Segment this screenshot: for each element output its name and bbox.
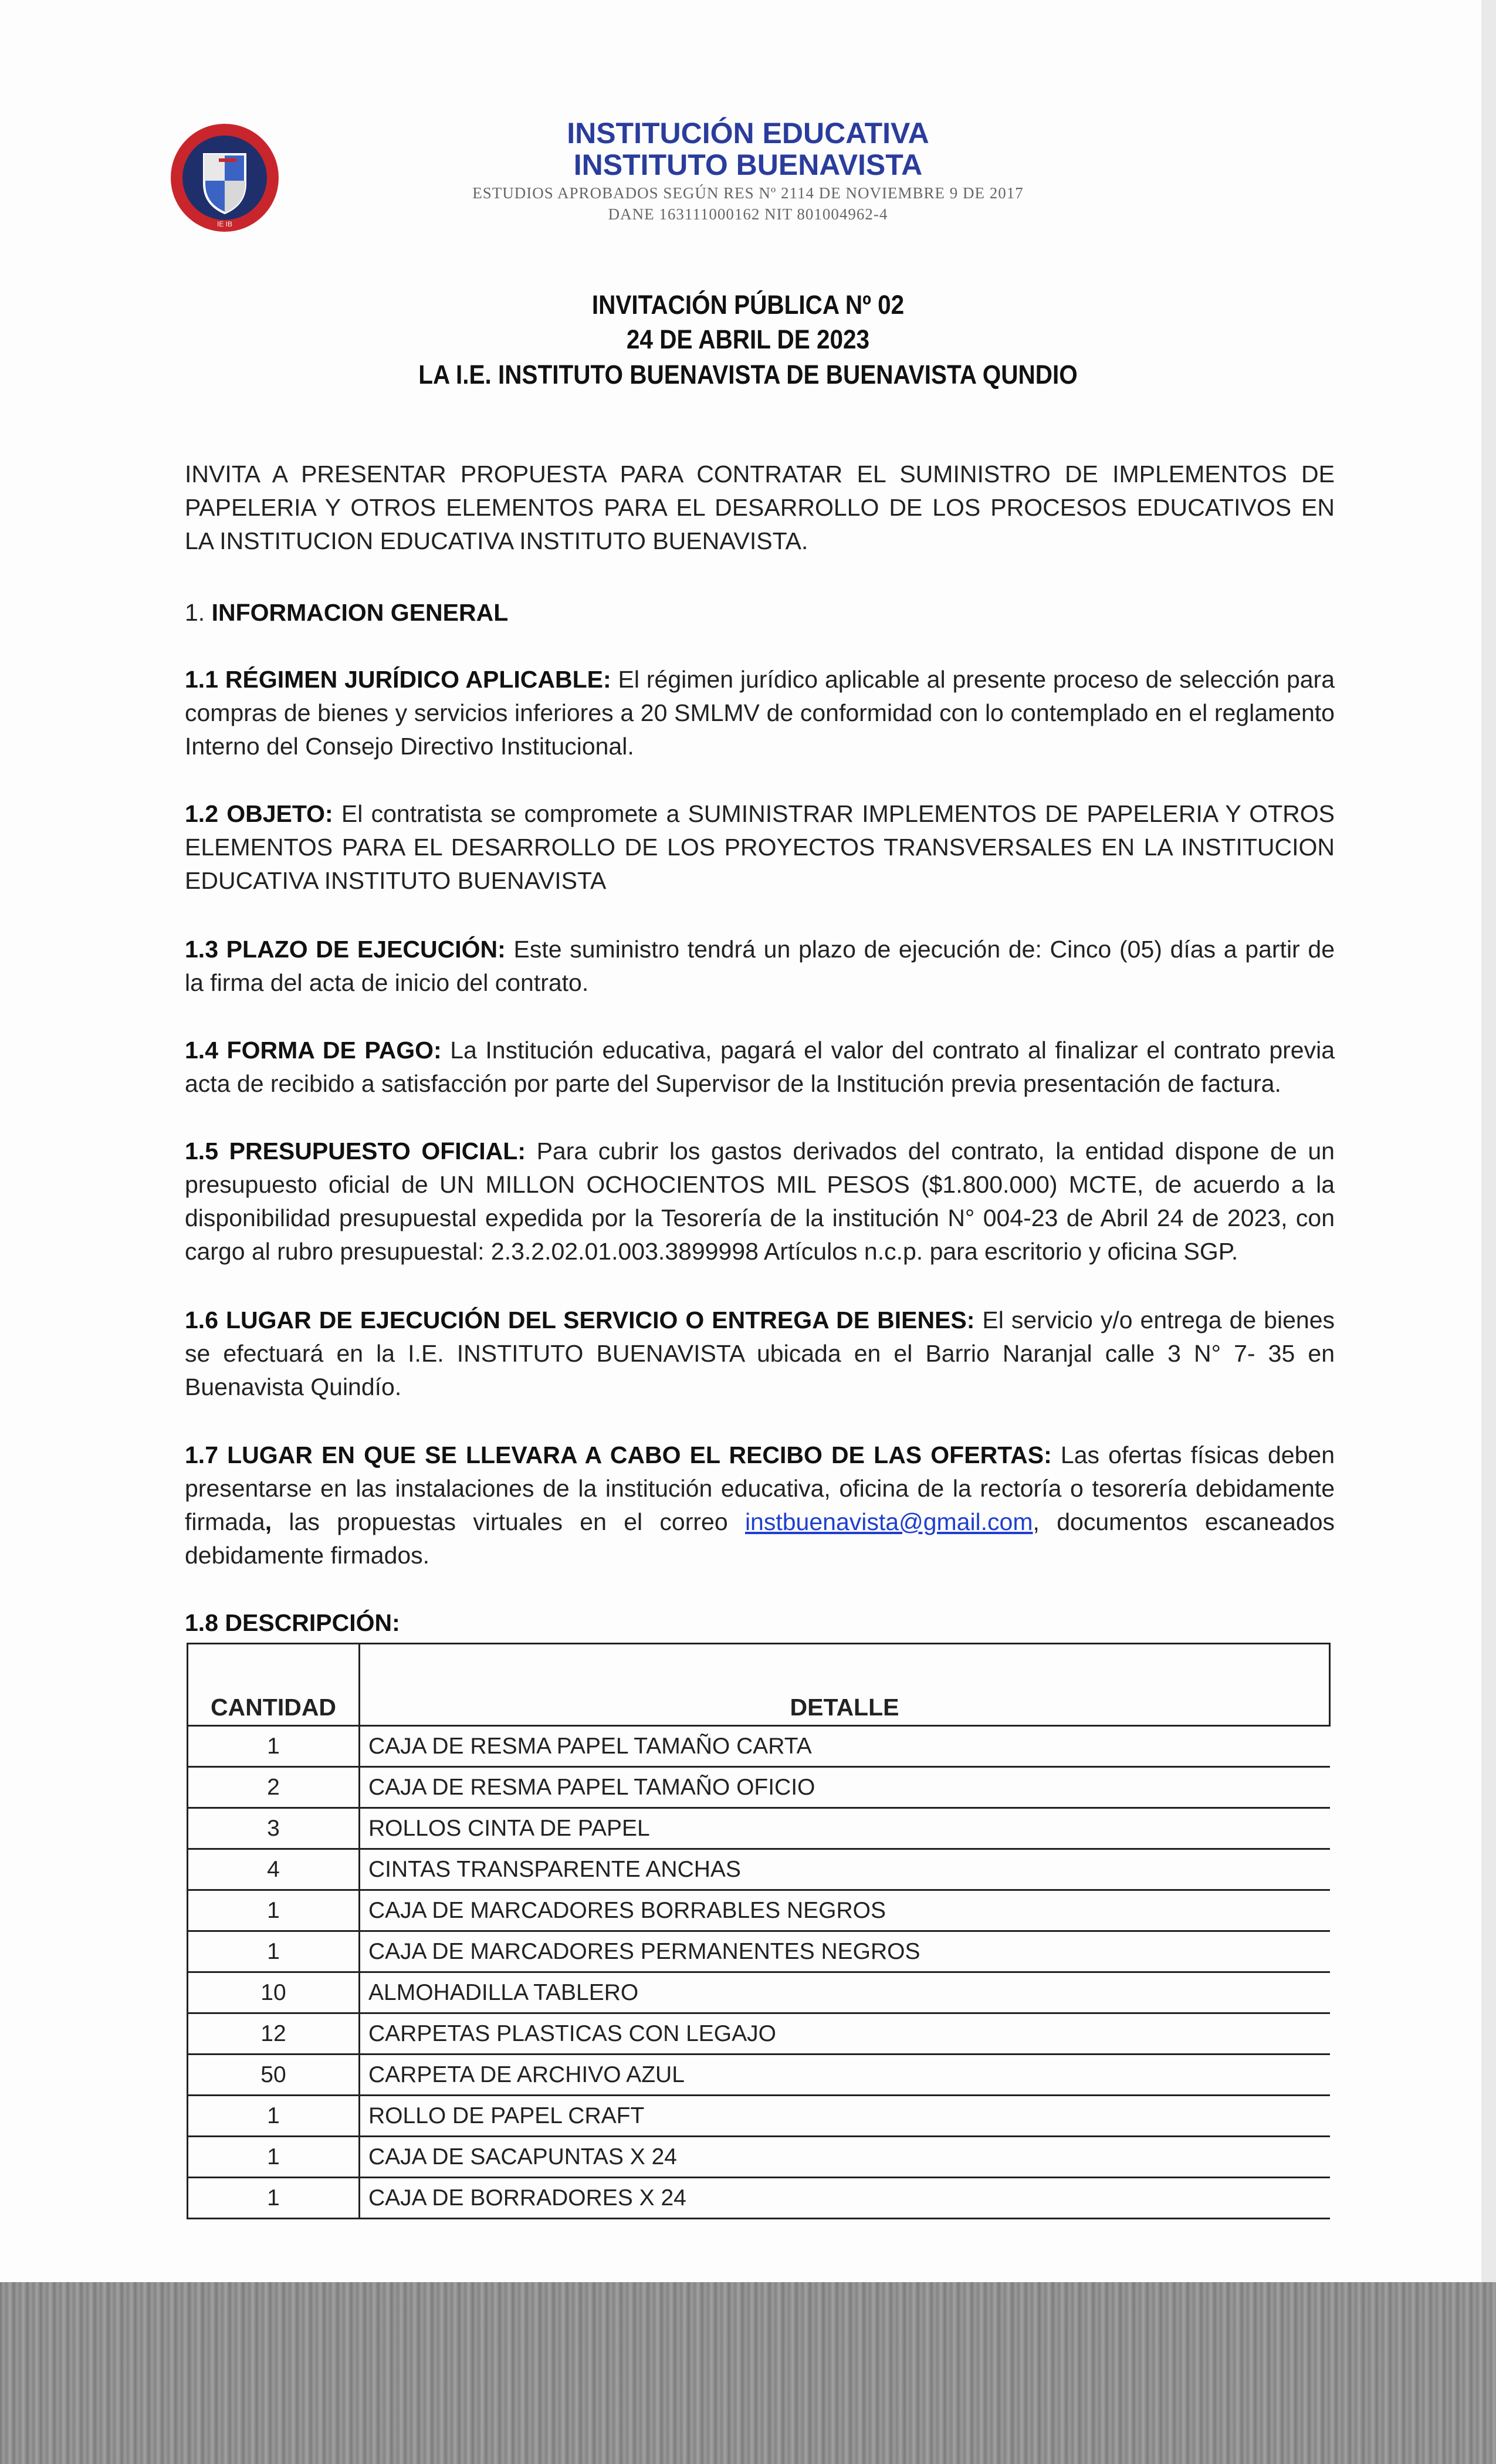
table-row: [188, 1849, 1330, 1890]
scanner-background: [0, 2282, 1496, 2464]
section-comma: ,: [265, 1508, 272, 1535]
section-1-7: [185, 1439, 1335, 1572]
description-table: [187, 1643, 1331, 2219]
institution-name-line2: INSTITUTO BUENAVISTA: [573, 148, 923, 181]
detail-cell: CAJA DE SACAPUNTAS X 24: [360, 2137, 1330, 2178]
invitation-date: 24 DE ABRIL DE 2023: [626, 324, 870, 354]
institution-name-line1: INSTITUCIÓN EDUCATIVA: [567, 117, 929, 150]
section-label: 1.3 PLAZO DE EJECUCIÓN:: [185, 936, 506, 963]
detail-cell: ROLLOS CINTA DE PAPEL: [360, 1808, 1330, 1849]
detail-cell: CAJA DE BORRADORES X 24: [360, 2178, 1330, 2219]
quantity-cell: 1: [188, 2137, 360, 2178]
section-text: La Institución educativa, pagará el valor del contrato al finalizar el contrato previa acta de recibido a satisfacción por parte del Supervisor de la Institución previa presentación de factura.: [185, 1037, 1335, 1097]
table-row: [188, 1972, 1330, 2013]
table-row: [188, 2013, 1330, 2055]
quantity-cell: 10: [188, 1972, 360, 2013]
invitation-issuer: LA I.E. INSTITUTO BUENAVISTA DE BUENAVISTA QUNDIO: [418, 360, 1078, 390]
section-1-4: [185, 1034, 1335, 1101]
section-number: 1.: [185, 599, 205, 626]
quantity-cell: 3: [188, 1808, 360, 1849]
section-1-6: [185, 1304, 1335, 1404]
detail-cell: CARPETA DE ARCHIVO AZUL: [360, 2055, 1330, 2096]
quantity-cell: 12: [188, 2013, 360, 2055]
approval-resolution: ESTUDIOS APROBADOS SEGÚN RES Nº 2114 DE NOVIEMBRE 9 DE 2017: [472, 184, 1024, 202]
table-row: [188, 1931, 1330, 1972]
section-text: , documentos escaneados debidamente firmados.: [185, 1508, 1335, 1569]
detail-cell: CARPETAS PLASTICAS CON LEGAJO: [360, 2013, 1330, 2055]
section-label: 1.7 LUGAR EN QUE SE LLEVARA A CABO EL RECIBO DE LAS OFERTAS:: [185, 1441, 1052, 1468]
table-row: [188, 2137, 1330, 2178]
detail-cell: ROLLO DE PAPEL CRAFT: [360, 2096, 1330, 2137]
section-1-2: [185, 797, 1335, 898]
table-row: [188, 2178, 1330, 2219]
quantity-cell: 1: [188, 2178, 360, 2219]
table-row: [188, 1808, 1330, 1849]
table-row: [188, 1767, 1330, 1808]
detail-cell: CINTAS TRANSPARENTE ANCHAS: [360, 1849, 1330, 1890]
quantity-cell: 50: [188, 2055, 360, 2096]
section-label: 1.6 LUGAR DE EJECUCIÓN DEL SERVICIO O ENTREGA DE BIENES:: [185, 1307, 975, 1333]
quantity-cell: 1: [188, 1931, 360, 1972]
section-text: Para cubrir los gastos derivados del contrato, la entidad dispone de un presupuesto oficial de UN MILLON OCHOCIENTOS MIL PESOS ($1.800.000) MCTE, de acuerdo a la disponibilidad presupuestal expedida por la Tesorería de la institución N° 004-23 de Abril 24 de 2023, con cargo al rubro presupuestal: 2.3.2.02.01.003.3899998 Artículos n.c.p. para escritorio y oficina SGP.: [185, 1138, 1335, 1265]
column-header-quantity: CANTIDAD: [188, 1644, 360, 1726]
section-1-3: [185, 933, 1335, 1000]
section-text: El servicio y/o entrega de bienes se efectuará en la I.E. INSTITUTO BUENAVISTA ubicada en el Barrio Naranjal calle 3 N° 7- 35 en Buenavista Quindío.: [185, 1307, 1335, 1400]
section-1-1: [185, 663, 1335, 763]
section-label: 1.5 PRESUPUESTO OFICIAL:: [185, 1138, 526, 1165]
detail-cell: CAJA DE MARCADORES BORRABLES NEGROS: [360, 1890, 1330, 1931]
email-link[interactable]: instbuenavista@gmail.com: [744, 1508, 1033, 1535]
table-row: [188, 2096, 1330, 2137]
section-label: 1.8 DESCRIPCIÓN:: [185, 1609, 400, 1636]
detail-cell: CAJA DE RESMA PAPEL TAMAÑO CARTA: [360, 1726, 1330, 1767]
section-label: 1.2 OBJETO:: [185, 800, 333, 827]
section-text: El régimen jurídico aplicable al presente proceso de selección para compras de bienes y servicios inferiores a 20 SMLMV de conformidad con lo contemplado en el reglamento Interno del Consejo Directivo Institucional.: [185, 666, 1335, 760]
detail-cell: CAJA DE MARCADORES PERMANENTES NEGROS: [360, 1931, 1330, 1972]
quantity-cell: 2: [188, 1767, 360, 1808]
section-1-heading: [185, 596, 1335, 629]
svg-text:IE IB: IE IB: [216, 220, 233, 228]
table-row: [188, 2055, 1330, 2096]
table-row: [188, 1890, 1330, 1931]
detail-cell: CAJA DE RESMA PAPEL TAMAÑO OFICIO: [360, 1767, 1330, 1808]
quantity-cell: 4: [188, 1849, 360, 1890]
quantity-cell: 1: [188, 2096, 360, 2137]
quantity-cell: 1: [188, 1890, 360, 1931]
section-text: El contratista se compromete a SUMINISTRAR IMPLEMENTOS DE PAPELERIA Y OTROS ELEMENTOS PARA EL DESARROLLO DE LOS PROYECTOS TRANSVERSALES EN LA INSTITUCION EDUCATIVA INSTITUTO BUENAVISTA: [185, 800, 1335, 894]
quantity-cell: 1: [188, 1726, 360, 1767]
intro-paragraph: INVITA A PRESENTAR PROPUESTA PARA CONTRATAR EL SUMINISTRO DE IMPLEMENTOS DE PAPELERIA Y OTROS ELEMENTOS PARA EL DESARROLLO DE LOS PROCESOS EDUCATIVOS EN LA INSTITUCION EDUCATIVA INSTITUTO BUENAVISTA.: [185, 461, 1335, 554]
section-text: Este suministro tendrá un plazo de ejecución de: Cinco (05) días a partir de la firma del acta de inicio del contrato.: [185, 936, 1335, 996]
invitation-title: INVITACIÓN PÚBLICA Nº 02: [591, 290, 905, 320]
section-1-8: [185, 1606, 1335, 1640]
section-label: 1.1 RÉGIMEN JURÍDICO APLICABLE:: [185, 666, 611, 693]
table-row: [188, 1726, 1330, 1767]
section-text: las propuestas virtuales en el correo: [272, 1508, 745, 1535]
section-text: Las ofertas físicas deben presentarse en las instalaciones de la institución educativa, oficina de la rectoría o tesorería debidamente firmada: [185, 1441, 1335, 1535]
detail-cell: ALMOHADILLA TABLERO: [360, 1972, 1330, 2013]
scan-right-edge: [1481, 0, 1496, 2282]
section-1-5: [185, 1135, 1335, 1268]
section-title: INFORMACION GENERAL: [211, 599, 509, 626]
column-header-detail: DETALLE: [360, 1644, 1330, 1726]
section-label: 1.4 FORMA DE PAGO:: [185, 1037, 442, 1064]
dane-nit-identifiers: DANE 163111000162 NIT 801004962-4: [608, 205, 888, 223]
